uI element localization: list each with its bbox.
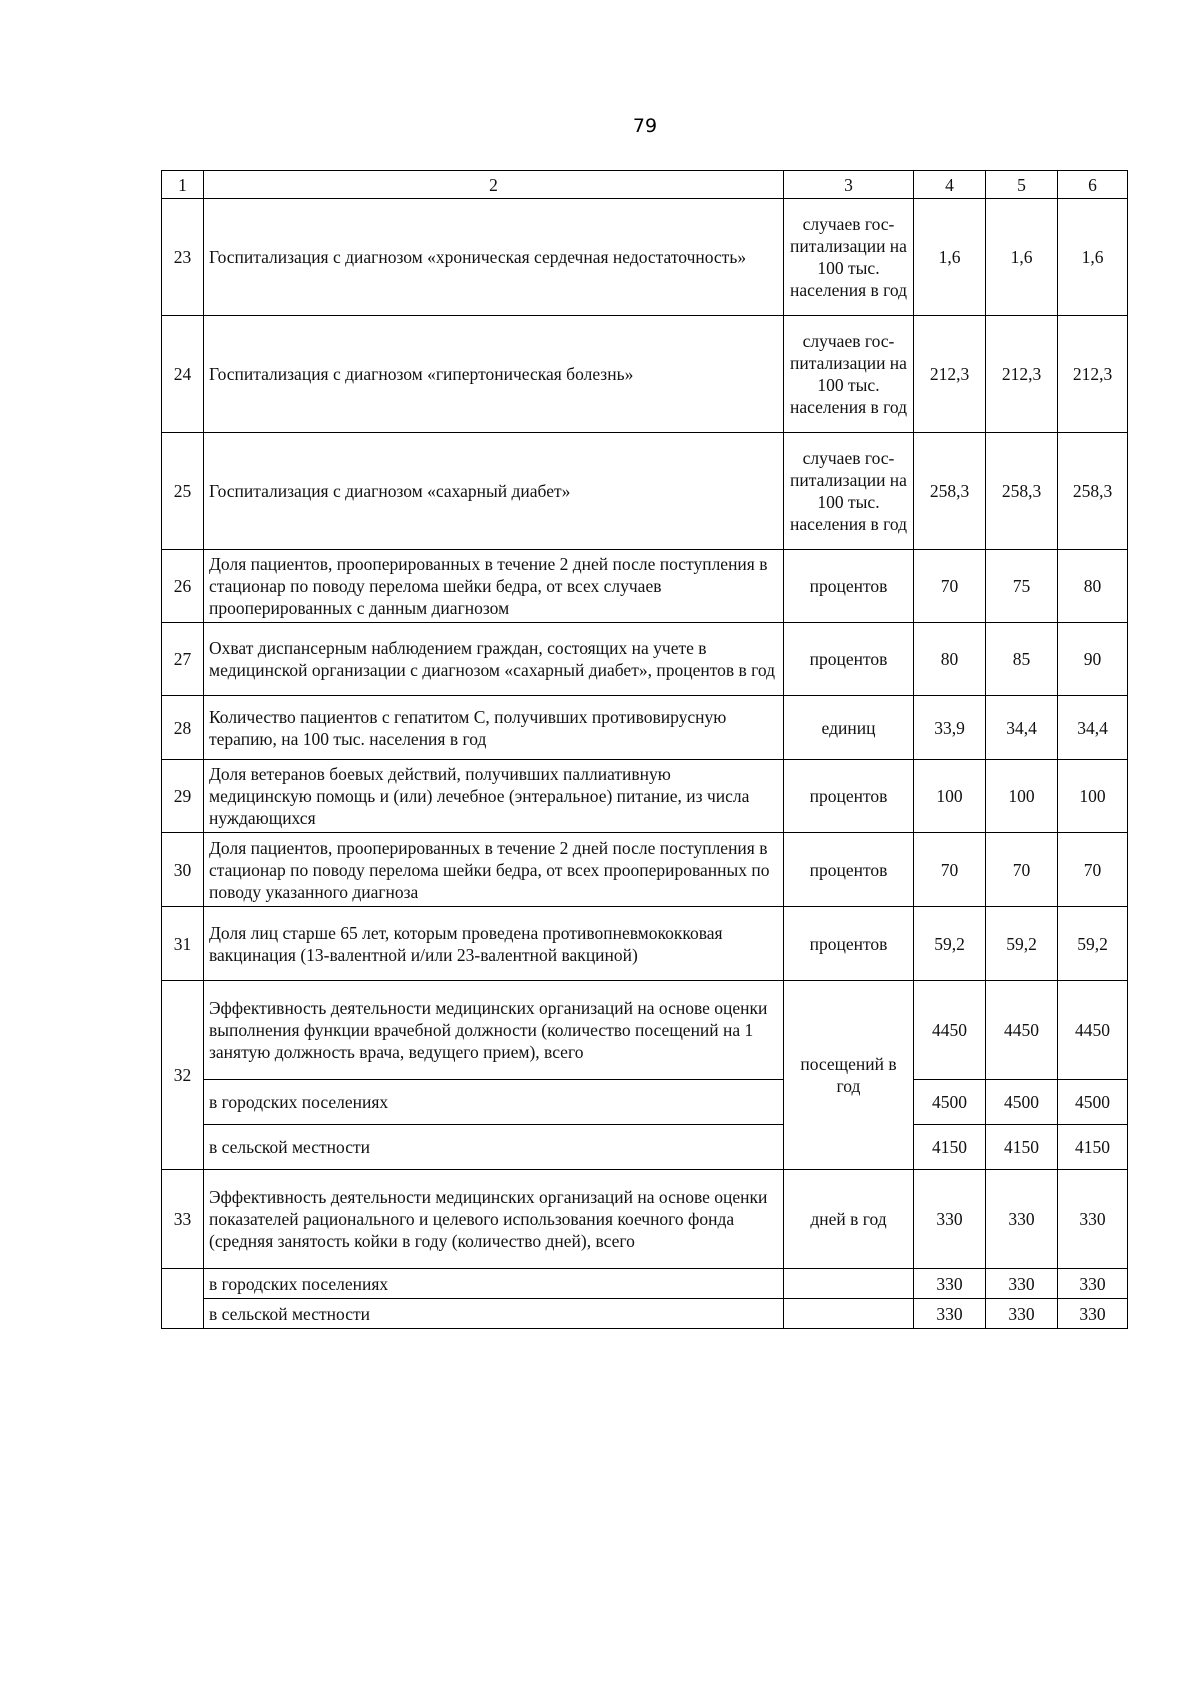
row-number: 33	[162, 1170, 204, 1269]
row-description: Эффективность деятельности медицинских организаций на основе оценки показателей рационального и целевого использования коечного фонда (средняя занятость койки в году (количество дней), всего	[204, 1170, 784, 1269]
value-col-5: 34,4	[986, 696, 1058, 760]
value-col-5: 100	[986, 760, 1058, 833]
row-description: Количество пациентов с гепатитом С, получивших противовирусную терапию, на 100 тыс. населения в год	[204, 696, 784, 760]
row-unit: дней в год	[784, 1170, 914, 1269]
header-cell-6: 6	[1058, 171, 1128, 199]
row-number: 27	[162, 623, 204, 696]
value-col-5: 258,3	[986, 433, 1058, 550]
header-cell-1: 1	[162, 171, 204, 199]
table-row	[162, 199, 1128, 316]
row-description: в сельской местности	[204, 1299, 784, 1329]
table-row	[162, 833, 1128, 907]
value-col-5: 330	[986, 1170, 1058, 1269]
header-cell-4: 4	[914, 171, 986, 199]
row-number	[162, 1269, 204, 1329]
value-col-6: 4500	[1058, 1080, 1128, 1125]
row-description: Эффективность деятельности медицинских организаций на основе оценки выполнения функции врачебной должности (количество посещений на 1 занятую должность врача, ведущего прием), всего	[204, 981, 784, 1080]
value-col-4: 1,6	[914, 199, 986, 316]
value-col-4: 4150	[914, 1125, 986, 1170]
value-col-6: 59,2	[1058, 907, 1128, 981]
row-description: Госпитализация с диагнозом «хроническая сердечная недостаточность»	[204, 199, 784, 316]
header-cell-3: 3	[784, 171, 914, 199]
value-col-5: 70	[986, 833, 1058, 907]
value-col-6: 90	[1058, 623, 1128, 696]
row-description: Госпитализация с диагнозом «сахарный диабет»	[204, 433, 784, 550]
header-row	[162, 171, 1128, 199]
row-number: 28	[162, 696, 204, 760]
value-col-6: 1,6	[1058, 199, 1128, 316]
row-description: Доля пациентов, прооперированных в течение 2 дней после поступления в стационар по поводу перелома шейки бедра, от всех случаев прооперированных с данным диагнозом	[204, 550, 784, 623]
row-number: 26	[162, 550, 204, 623]
value-col-6: 330	[1058, 1299, 1128, 1329]
value-col-5: 330	[986, 1269, 1058, 1299]
value-col-4: 330	[914, 1299, 986, 1329]
value-col-4: 70	[914, 550, 986, 623]
row-unit: процентов	[784, 760, 914, 833]
row-number: 30	[162, 833, 204, 907]
header-cell-2: 2	[204, 171, 784, 199]
table-row	[162, 1170, 1128, 1269]
row-description: Охват диспансерным наблюдением граждан, состоящих на учете в медицинской организации с диагнозом «сахарный диабет», процентов в год	[204, 623, 784, 696]
value-col-5: 330	[986, 1299, 1058, 1329]
header-cell-5: 5	[986, 171, 1058, 199]
value-col-4: 4450	[914, 981, 986, 1080]
value-col-5: 4500	[986, 1080, 1058, 1125]
table-subrow	[162, 1125, 1128, 1170]
value-col-5: 4450	[986, 981, 1058, 1080]
value-col-6: 330	[1058, 1269, 1128, 1299]
row-description: Доля ветеранов боевых действий, получивших паллиативную медицинскую помощь и (или) лечебное (энтеральное) питание, из числа нуждающихся	[204, 760, 784, 833]
row-unit: процентов	[784, 833, 914, 907]
row-description: в сельской местности	[204, 1125, 784, 1170]
value-col-4: 212,3	[914, 316, 986, 433]
value-col-6: 4150	[1058, 1125, 1128, 1170]
row-unit: процентов	[784, 907, 914, 981]
table-subrow	[162, 1299, 1128, 1329]
value-col-6: 100	[1058, 760, 1128, 833]
row-description: Доля лиц старше 65 лет, которым проведена противопневмококковая вакцинация (13-валентной и/или 23-валентной вакциной)	[204, 907, 784, 981]
row-unit: случаев гос-питализации на 100 тыс. населения в год	[784, 316, 914, 433]
value-col-4: 100	[914, 760, 986, 833]
row-number: 29	[162, 760, 204, 833]
row-description: Госпитализация с диагнозом «гипертоническая болезнь»	[204, 316, 784, 433]
value-col-5: 4150	[986, 1125, 1058, 1170]
row-number: 31	[162, 907, 204, 981]
row-number: 23	[162, 199, 204, 316]
value-col-4: 330	[914, 1269, 986, 1299]
value-col-5: 75	[986, 550, 1058, 623]
row-description: в городских поселениях	[204, 1080, 784, 1125]
value-col-6: 34,4	[1058, 696, 1128, 760]
value-col-4: 33,9	[914, 696, 986, 760]
row-unit: процентов	[784, 623, 914, 696]
value-col-4: 80	[914, 623, 986, 696]
table-row	[162, 696, 1128, 760]
table-row	[162, 550, 1128, 623]
row-unit: единиц	[784, 696, 914, 760]
value-col-6: 70	[1058, 833, 1128, 907]
table-row	[162, 907, 1128, 981]
value-col-5: 1,6	[986, 199, 1058, 316]
indicators-table	[161, 170, 1128, 1329]
value-col-6: 330	[1058, 1170, 1128, 1269]
row-unit: случаев гос-питализации на 100 тыс. населения в год	[784, 199, 914, 316]
value-col-6: 4450	[1058, 981, 1128, 1080]
value-col-5: 85	[986, 623, 1058, 696]
table-row	[162, 316, 1128, 433]
row-number: 32	[162, 981, 204, 1170]
row-unit	[784, 1269, 914, 1299]
value-col-5: 212,3	[986, 316, 1058, 433]
value-col-5: 59,2	[986, 907, 1058, 981]
row-unit	[784, 1299, 914, 1329]
page-number: 79	[632, 115, 658, 137]
table-row	[162, 433, 1128, 550]
row-description: в городских поселениях	[204, 1269, 784, 1299]
value-col-4: 59,2	[914, 907, 986, 981]
value-col-6: 212,3	[1058, 316, 1128, 433]
row-unit: процентов	[784, 550, 914, 623]
table-row	[162, 760, 1128, 833]
value-col-6: 258,3	[1058, 433, 1128, 550]
row-number: 25	[162, 433, 204, 550]
row-unit: посещений в год	[784, 981, 914, 1170]
value-col-6: 80	[1058, 550, 1128, 623]
table-subrow	[162, 1080, 1128, 1125]
table-row	[162, 981, 1128, 1080]
value-col-4: 70	[914, 833, 986, 907]
value-col-4: 258,3	[914, 433, 986, 550]
table-subrow	[162, 1269, 1128, 1299]
row-number: 24	[162, 316, 204, 433]
value-col-4: 4500	[914, 1080, 986, 1125]
table-row	[162, 623, 1128, 696]
value-col-4: 330	[914, 1170, 986, 1269]
row-description: Доля пациентов, прооперированных в течение 2 дней после поступления в стационар по поводу перелома шейки бедра, от всех прооперированных по поводу указанного диагноза	[204, 833, 784, 907]
row-unit: случаев гос-питализации на 100 тыс. населения в год	[784, 433, 914, 550]
